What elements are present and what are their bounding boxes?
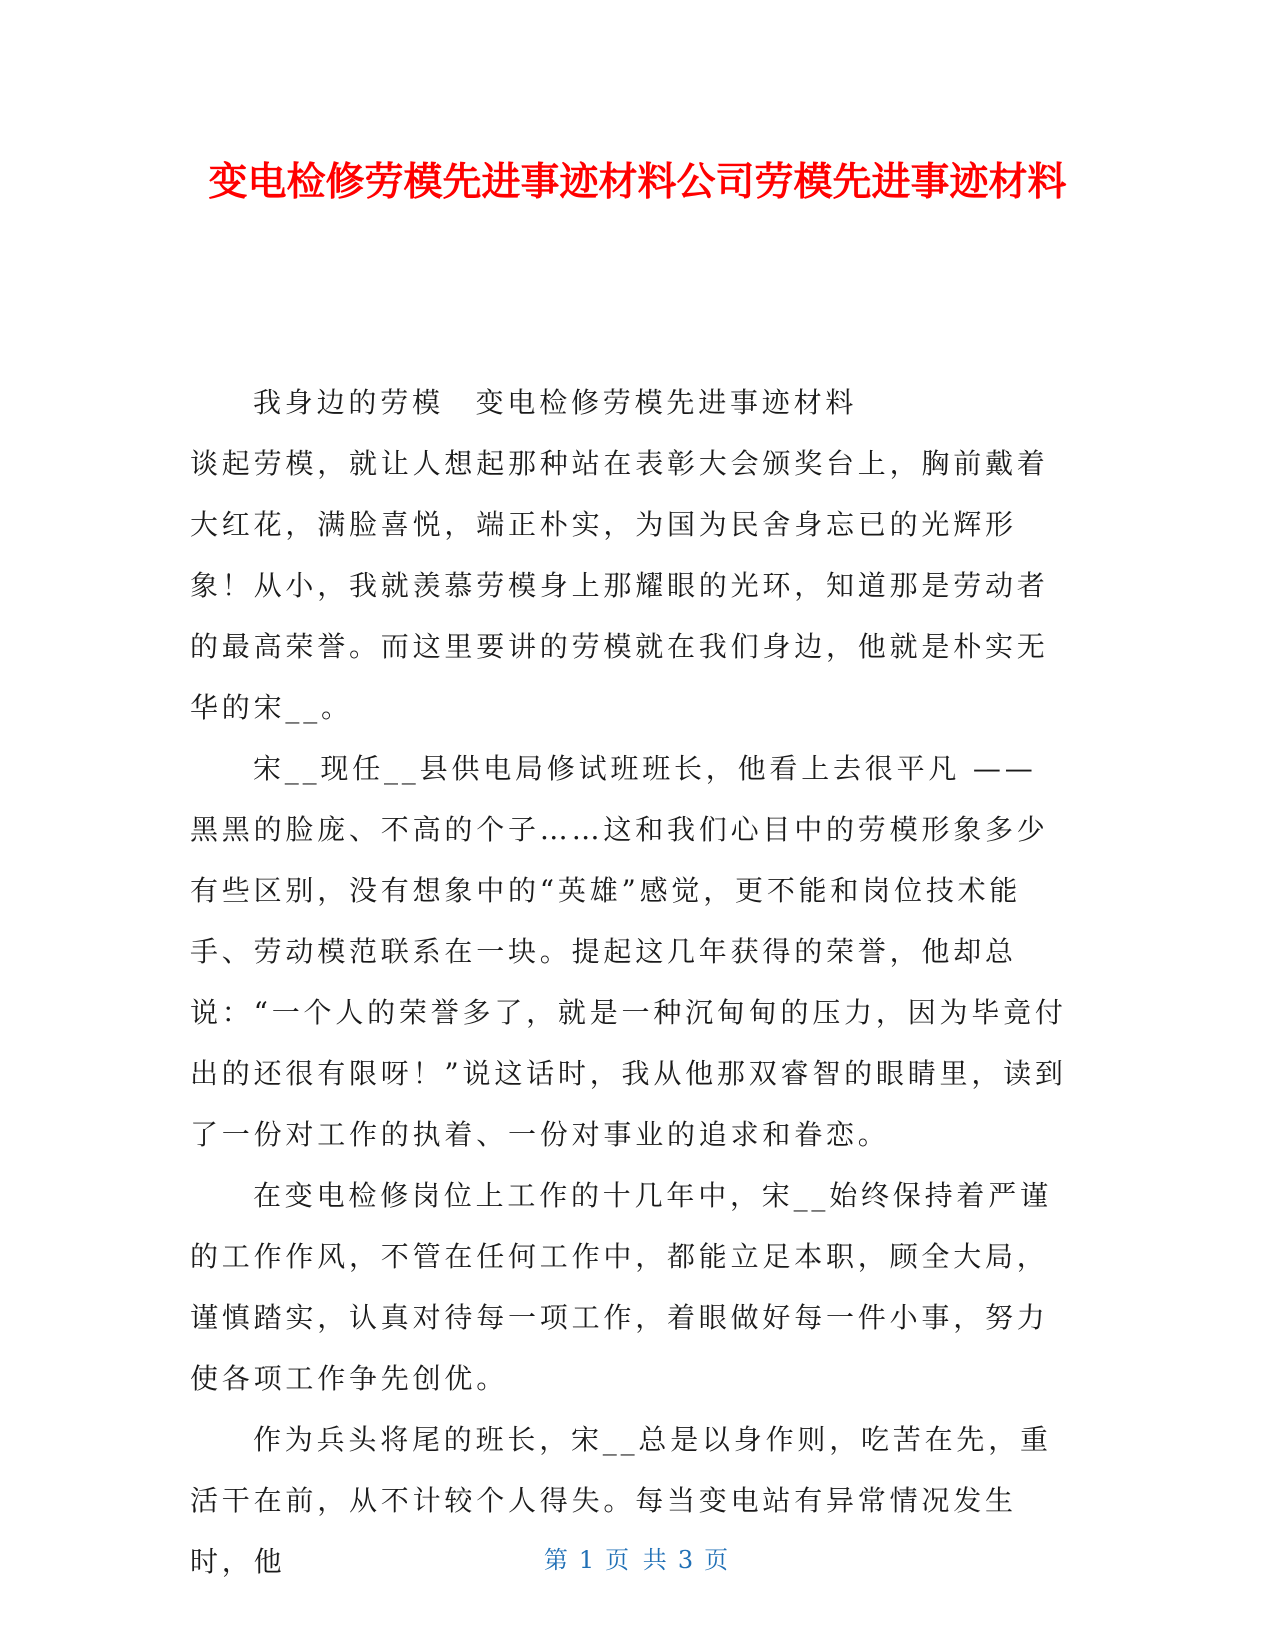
page-footer <box>0 1540 1275 1575</box>
current-page-number: 1 <box>578 1546 598 1574</box>
total-pages-number: 3 <box>677 1546 697 1574</box>
body-paragraph: 作为兵头将尾的班长，宋__总是以身作则，吃苦在先，重活干在前，从不计较个人得失。每当变电站有异常情况发生时，他 <box>190 1423 1052 1578</box>
body-paragraph: 在变电检修岗位上工作的十几年中，宋__始终保持着严谨的工作作风，不管在任何工作中，都能立足本职，顾全大局，谨慎踏实，认真对待每一项工作，着眼做好每一件小事，努力使各项工作争先创优。 <box>190 1179 1052 1395</box>
document-body <box>190 372 1070 1592</box>
body-paragraph: 黑黑的脸庞、不高的个子……这和我们心目中的劳模形象多少有些区别，没有想象中的“英雄”感觉，更不能和岗位技术能手、劳动模范联系在一块。提起这几年获得的荣誉，他却总说：“一个人的荣誉多了，就是一种沉甸甸的压力，因为毕竟付出的还很有限呀！”说这话时，我从他那双睿智的眼睛里，读到了一份对工作的执着、一份对事业的追求和眷恋。 <box>190 813 1067 1151</box>
subtitle-paragraph: 我身边的劳模 变电检修劳模先进事迹材料 <box>253 386 858 419</box>
footer-middle: 页 共 <box>605 1546 670 1574</box>
footer-suffix: 页 <box>704 1546 732 1574</box>
document-title: 变电检修劳模先进事迹材料公司劳模先进事迹材料 <box>208 160 1067 205</box>
body-paragraph: 谈起劳模，就让人想起那种站在表彰大会颁奖台上，胸前戴着大红花，满脸喜悦，端正朴实，为国为民舍身忘已的光辉形象！从小，我就羡慕劳模身上那耀眼的光环，知道那是劳动者的最高荣誉。而这里要讲的劳模就在我们身边，他就是朴实无华的宋__。 <box>190 447 1049 724</box>
footer-prefix: 第 <box>543 1546 571 1574</box>
body-paragraph: 宋__现任__县供电局修试班班长，他看上去很平凡 —— <box>253 752 1037 785</box>
